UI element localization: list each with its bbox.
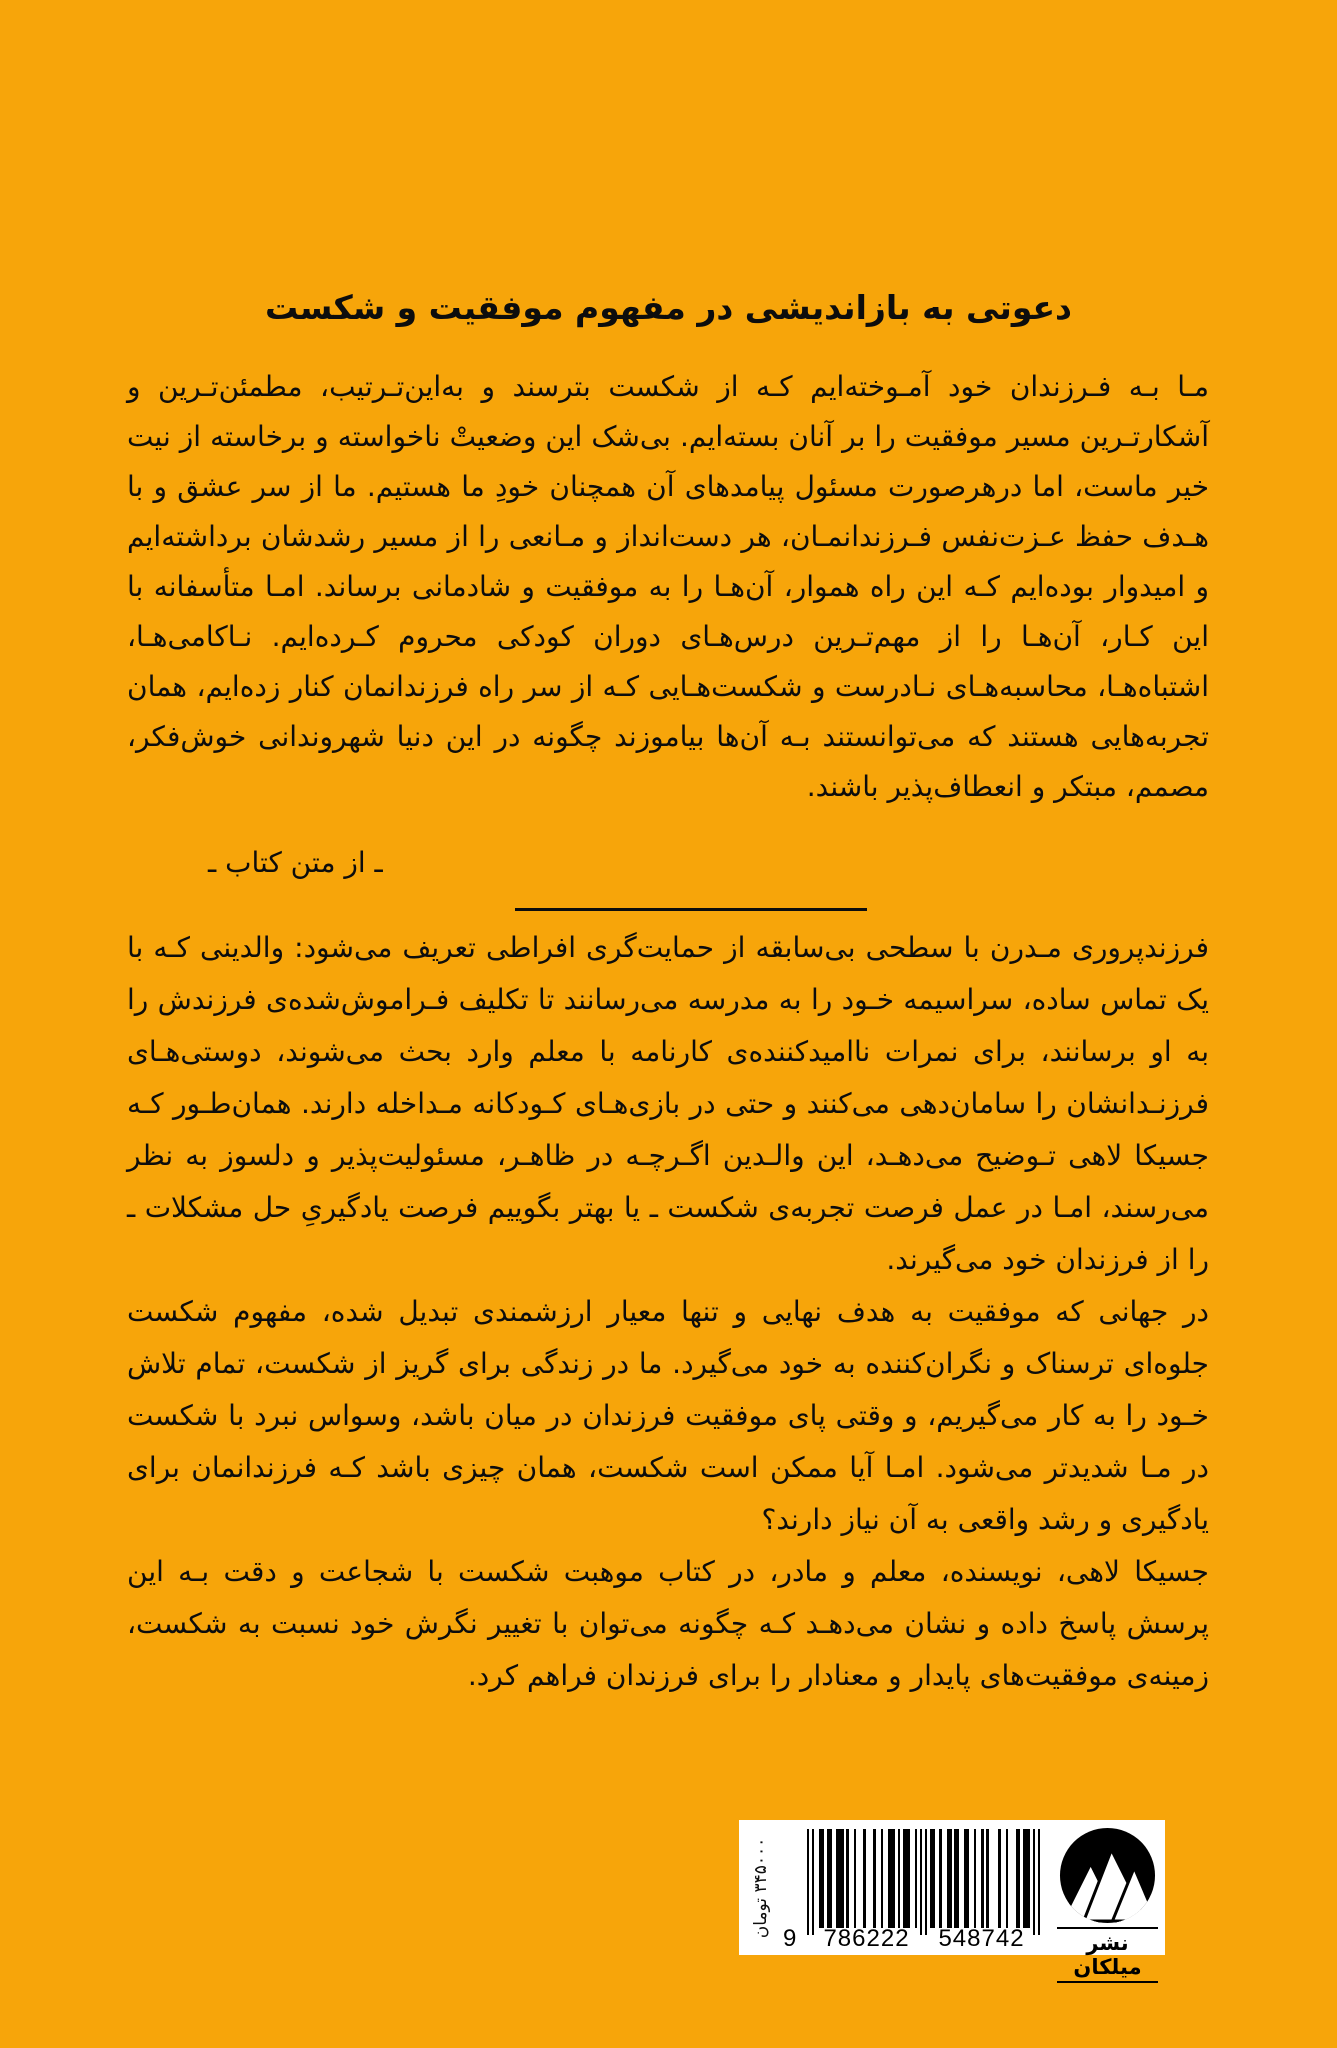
publisher-underline [1057,1981,1158,1983]
isbn-first-digit: 9 [783,1925,797,1952]
mountains-icon [1058,1826,1157,1925]
excerpt-attribution: ـ از متن کتاب ـ [208,846,383,879]
publisher-name: نشر میلکان [1073,1931,1142,1979]
isbn-right-group: 548742 [938,1925,1025,1952]
barcode-panel [739,1820,1165,1979]
excerpt-paragraph: مـا بـه فـرزندان خود آمـوخته‌ایم کـه از شکست بترسند و به‌این‌تـرتیب، مطمئن‌تـرین و آشکارتـرین مسیر موفقیت را بر آنان بسته‌ایم. بی‌شک این وضعیتْ ناخواسته و برخاسته از نیت خیر ماست، اما درهرصورت مسئول پیامدهای آن همچنان خودِ ما هستیم. ما از سر عشق و با هـدف حفظ عـزت‌نفس فـرزندانمـان، هر دست‌انداز و مـانعی را از مسیر رشدشان برداشته‌ایم و امیدوار بوده‌ایم کـه این راه هموار، آن‌هـا را به موفقیت و شادمانی برساند. امـا متأسفانه با این کـار، آن‌هـا را از مهم‌تـرین درس‌هـای دوران کودکی محروم کـرده‌ایم. نـاکامی‌هـا، اشتباه‌هـا، محاسبه‌هـای نـادرست و شکست‌هـایی کـه از سر راه فرزندانمان کنار زده‌ایم، همان تجربه‌هایی هستند که می‌توانستند بـه آن‌ها بیاموزند چگونه در این دنیا شهروندانی خوش‌فکر، مصمم، مبتکر و انعطاف‌پذیر باشند. [127,370,1209,803]
publisher-logo [1057,1826,1158,1985]
excerpt-section [127,362,1209,812]
barcode-bars [807,1829,1040,1935]
description-paragraph-3: جسیکا لاهی، نویسنده، معلم و مادر، در کتاب موهبت شکست با شجاعت و دقت بـه این پرسش پاسخ داده و نشان می‌دهـد کـه چگونه می‌توان با تغییر نگرش خود نسبت به شکست، زمینه‌ی موفقیت‌های پایدار و معنادار را برای فرزندان فراهم کرد. [127,1555,1209,1692]
description-paragraph-1: فرزندپروری مـدرن با سطحی بی‌سابقه از حمایت‌گری افراطی تعریف می‌شود: والدینی کـه با یک تماس ساده، سراسیمه خـود را به مدرسه می‌رسانند تا تکلیف فـراموش‌شده‌ی فرزندش را به او برسانند، برای نمرات ناامیدکننده‌ی کارنامه با معلم وارد بحث می‌شوند، دوستی‌هـای فرزنـدانشان را سامان‌دهی می‌کنند و حتی در بازی‌هـای کـودکانه مـداخله دارند. همان‌طـور کـه جسیکا لاهی تـوضیح می‌دهـد، این والـدین اگـرچـه در ظاهـر، مسئولیت‌پذیر و دلسوز به نظر می‌رسند، امـا در عمل فرصت تجربه‌ی شکست ـ یا بهتر بگوییم فرصت یادگیریِ حل مشکلات ـ را از فرزندان خود می‌گیرند. [127,931,1209,1276]
description-paragraph-2: در جهانی که موفقیت به هدف نهایی و تنها معیار ارزشمندی تبدیل شده، مفهوم شکست جلوه‌ای ترسناک و نگران‌کننده به خود می‌گیرد. ما در زندگی برای گریز از شکست، تمام تلاش خـود را به کار می‌گیریم، و وقتی پای موفقیت فرزندان در میان باشد، وسواس نبرد با شکست در مـا شدیدتر می‌شود. امـا آیا ممکن است شکست، همان چیزی باشد کـه فرزندانمان برای یادگیری و رشد واقعی به آن نیاز دارند؟ [127,1295,1209,1536]
description-section [127,922,1209,1702]
price-label: ۳۴۵۰۰۰ تومان [751,1837,771,1938]
section-divider [515,908,867,911]
isbn-left-group: 786222 [823,1925,910,1952]
page-title: دعوتی به بازاندیشی در مفهوم موفقیت و شکست [264,288,1072,327]
publisher-overline [1057,1927,1158,1929]
